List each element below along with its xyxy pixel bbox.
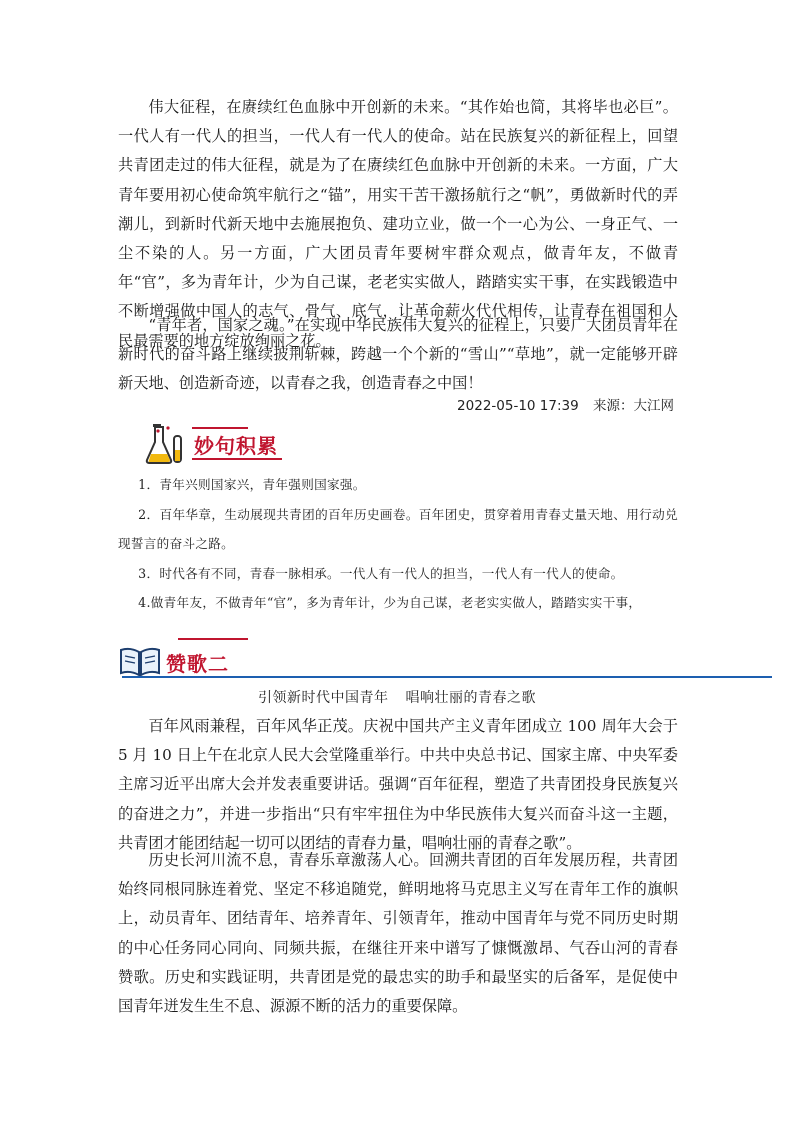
header-top-line [192, 427, 248, 429]
header-underline [192, 458, 282, 460]
intro-paragraph-1: 伟大征程，在赓续红色血脉中开创新的未来。“其作始也简，其将毕也必巨”。一代人有一代人的担当，一代人有一代人的使命。站在民族复兴的新征程上，回望共青团走过的伟大征程，就是为了在赓续红色血脉中开创新的未来。一方面，广大青年要用初心使命筑牢航行之“锚”，用实干苦干激扬航行之“帆”，勇做新时代的弄潮儿，到新时代新天地中去施展抱负、建功立业，做一个一心为公、一身正气、一尘不染的人。另一方面，广大团员青年要树牢群众观点，做青年友，不做青年“官”，多为青年计，少为自己谋，老老实实做人，踏踏实实干事，在实践锻造中不断增强做中国人的志气、骨气、底气，让革命薪火代代相传，让青春在祖国和人民最需要的地方绽放绚丽之花。 [118, 98, 678, 350]
list-item: 1．青年兴则国家兴，青年强则国家强。 [138, 477, 366, 492]
publish-datetime: 2022-05-10 17:39 [457, 398, 579, 414]
anthem-paragraph-1: 百年风雨兼程，百年风华正茂。庆祝中国共产主义青年团成立 100 周年大会于 5 月 10 日上午在北京人民大会堂隆重举行。中共中央总书记、国家主席、中央军委主席习近平出席大会并发表重要讲话。强调“百年征程，塑造了共青团投身民族复兴的奋进之力”，并进一步指出“只有牢牢扭住为中华民族伟大复兴而奋斗这一主题，共青团才能团结起一切可以团结的青春力量，唱响壮丽的青春之歌”。 [118, 717, 678, 852]
list-item: 2．百年华章，生动展现共青团的百年历史画卷。百年团史，贯穿着用青春丈量天地、用行动兑现誓言的奋斗之路。 [118, 506, 678, 551]
article-title-part-1: 引领新时代中国青年 [258, 690, 389, 706]
section-title-phrases: 妙句积累 [194, 434, 278, 458]
article-meta [447, 394, 674, 414]
section-title-anthem: 赞歌二 [166, 652, 229, 676]
phrase-list [118, 470, 678, 618]
intro-paragraph-2: “青年者，国家之魂。”在实现中华民族伟大复兴的征程上，只要广大团员青年在新时代的奋斗路上继续披荆斩棘，跨越一个个新的“雪山”“草地”，就一定能够开辟新天地、创造新奇迹，以青春之我，创造青春之中国！ [118, 316, 678, 393]
section-rule [122, 676, 772, 678]
list-item: 4.做青年友，不做青年“官”，多为青年计，少为自己谋，老老实实做人，踏踏实实干事， [138, 595, 642, 610]
flask-icon [144, 422, 190, 466]
section-header-phrases [144, 422, 544, 466]
article-title-part-2: 唱响壮丽的青春之歌 [405, 690, 536, 706]
article-source: 来源：大江网 [593, 398, 674, 414]
section-header-anthem [118, 636, 778, 682]
book-icon [118, 644, 162, 678]
header-top-line [178, 638, 248, 640]
article-title [0, 687, 794, 707]
list-item: 3．时代各有不同，青春一脉相承。一代人有一代人的担当，一代人有一代人的使命。 [138, 565, 624, 581]
anthem-paragraph-2: 历史长河川流不息，青春乐章激荡人心。回溯共青团的百年发展历程，共青团始终同根同脉连着党、坚定不移追随党，鲜明地将马克思主义写在青年工作的旗帜上，动员青年、团结青年、培养青年、引领青年，推动中国青年与党不同历史时期的中心任务同心同向、同频共振，在继往开来中谱写了慷慨激昂、气吞山河的青春赞歌。历史和实践证明，共青团是党的最忠实的助手和最坚实的后备军，是促使中国青年迸发生生不息、源源不断的活力的重要保障。 [118, 851, 678, 1016]
